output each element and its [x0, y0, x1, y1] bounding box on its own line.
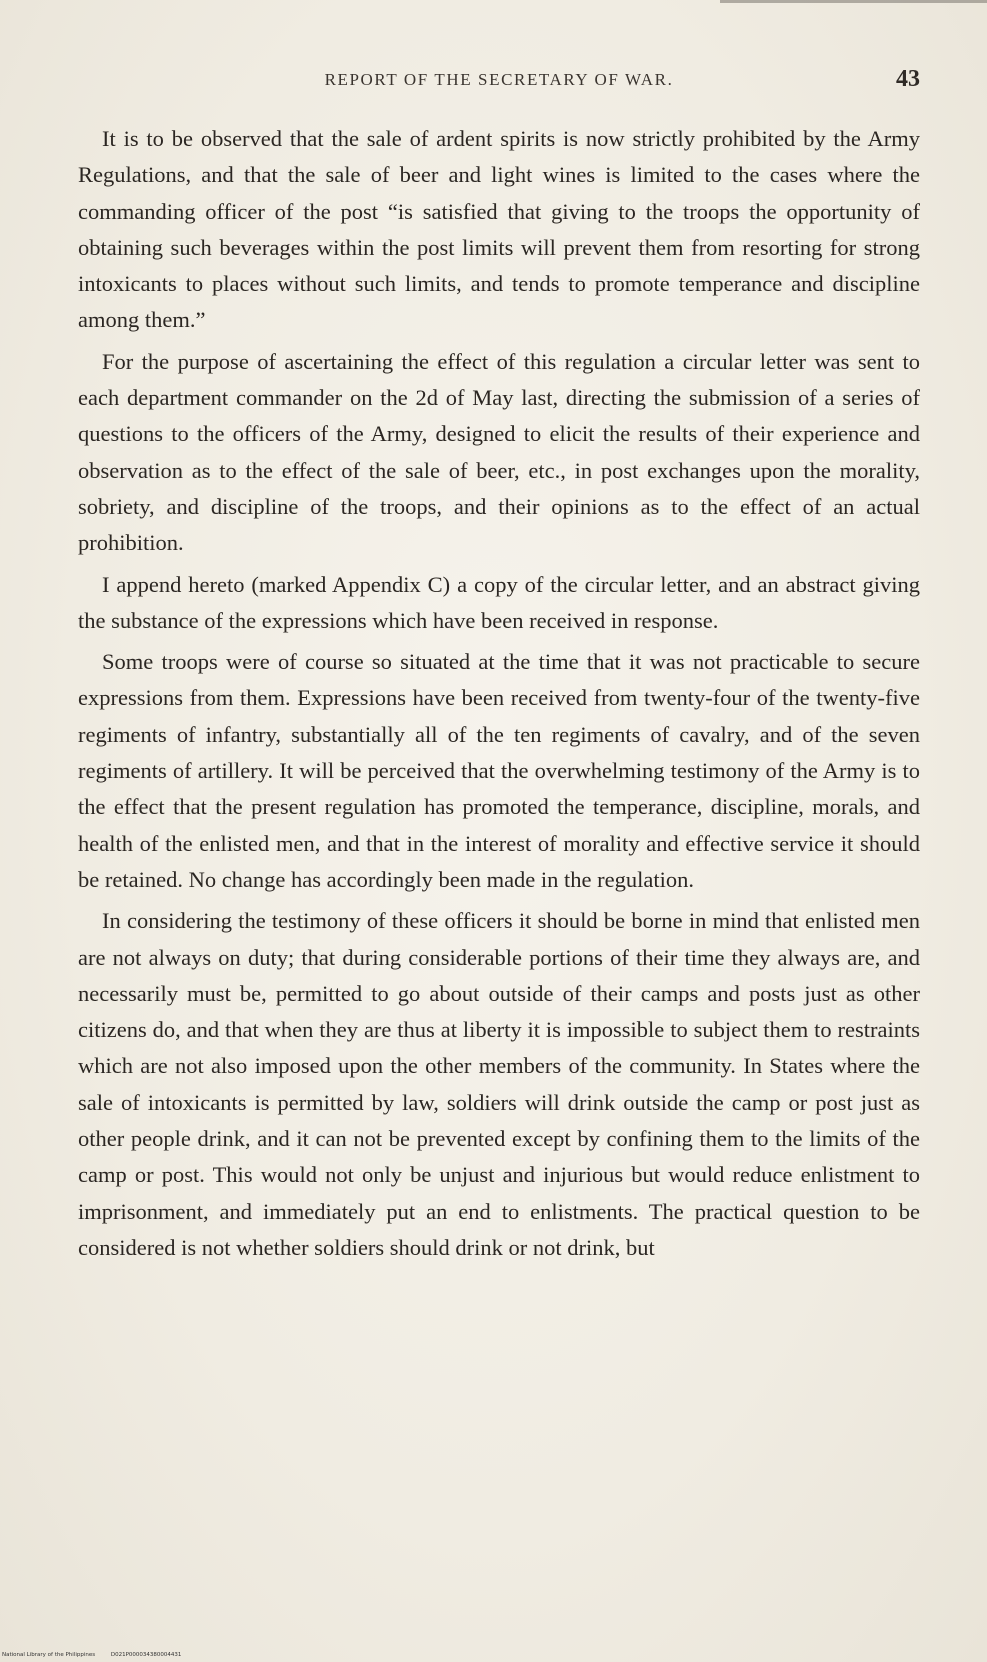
paragraph-3: I append hereto (marked Appendix C) a copy of the circular letter, and an abstract giving the substance of the expressions which have been received in response.	[78, 571, 920, 633]
scan-footer	[2, 1652, 195, 1658]
paragraph-2: For the purpose of ascertaining the effect of this regulation a circular letter was sent to each department commander on the 2d of May last, directing the submission of a series of questions to the officers of the Army, designed to elicit the results of their experience and observation as to the effect of the sale of beer, etc., in post exchanges upon the morality, sobriety, and discipline of the troops, and their opinions as to the effect of an actual prohibition.	[78, 348, 920, 556]
page-number: 43	[896, 66, 920, 92]
body-text	[78, 121, 920, 1271]
running-head: REPORT OF THE SECRETARY OF WAR.	[324, 70, 674, 89]
page-edge-rule	[720, 0, 987, 3]
page-header	[78, 66, 920, 100]
paragraph-4: Some troops were of course so situated at the time that it was not practicable to secure expressions from them. Expressions have been received from twenty-four of the twenty-five regiments of infantry, substantially all of the ten regiments of cavalry, and of the seven regiments of artillery. It will be perceived that the overwhelming testimony of the Army is to the effect that the present regulation has promoted the temperance, discipline, morals, and health of the enlisted men, and that in the interest of morality and effective service it should be retained. No change has accordingly been made in the regulation.	[78, 649, 920, 892]
paragraph-1: It is to be observed that the sale of ardent spirits is now strictly prohibited by the Army Regulations, and that the sale of beer and light wines is limited to the cases where the commanding officer of the post “is satisfied that giving to the troops the opportunity of obtaining such beverages within the post limits will prevent them from resorting for strong intoxicants to places without such limits, and tends to promote temperance and discipline among them.”	[78, 126, 920, 333]
footer-library: National Library of the Philippines	[2, 1652, 96, 1658]
footer-record-id: D021P000034380004431	[110, 1652, 182, 1658]
paragraph-5: In considering the testimony of these officers it should be borne in mind that enlisted men are not always on duty; that during considerable portions of their time they always are, and necessarily must be, permitted to go about outside of their camps and posts just as other citizens do, and that when they are thus at liberty it is impossible to subject them to restraints which are not also imposed upon the other members of the community. In States where the sale of intoxicants is permitted by law, soldiers will drink outside the camp or post just as other people drink, and it can not be prevented except by confining them to the limits of the camp or post. This would not only be unjust and injurious but would reduce enlistment to imprisonment, and immediately put an end to enlistments. The practical question to be considered is not whether soldiers should drink or not drink, but	[78, 908, 920, 1260]
